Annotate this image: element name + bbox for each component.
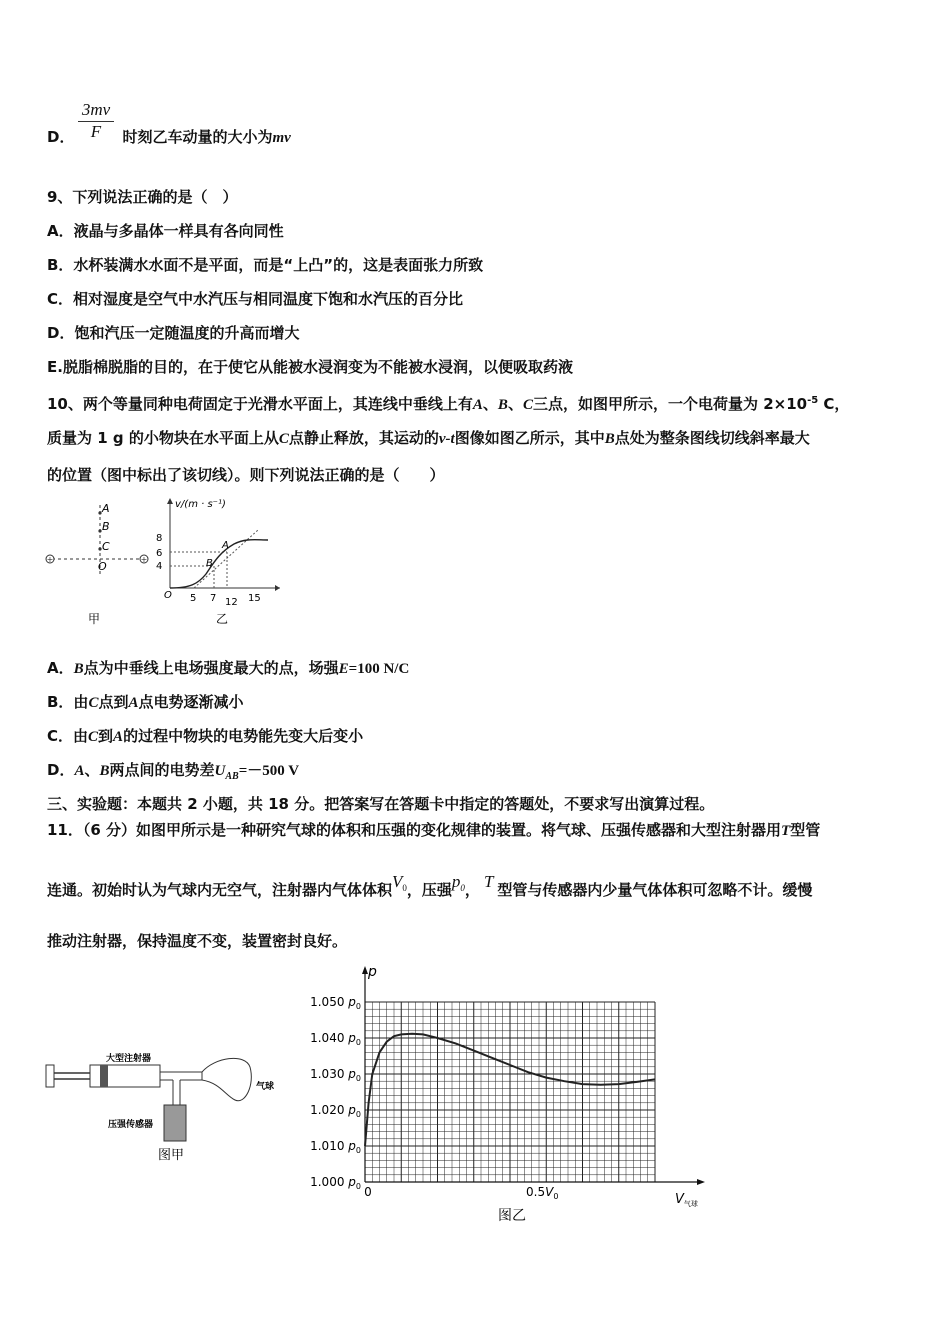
syringe-piston-icon xyxy=(100,1065,108,1087)
q9-option-e: E.脱脂棉脱脂的目的，在于使它从能被水浸润变为不能被水浸润，以便吸取药液 xyxy=(47,358,573,376)
q10-option-c: C．由C到A的过程中物块的电势能先变大后变小 xyxy=(47,727,364,745)
q10-stem-line1: 10、两个等量同种电荷固定于光滑水平面上，其连线中垂线上有A、B、C三点，如图甲所示，一个电荷量为 $2\times 10^{-5}$ C， xyxy=(47,395,850,413)
q10-figure-jia xyxy=(40,495,163,630)
q9-option-a: A．液晶与多晶体一样具有各向同性 xyxy=(47,222,284,240)
y-axis-label: v/(m · s⁻¹) xyxy=(175,499,226,510)
label-a: A xyxy=(102,502,110,515)
xtick-label: $0.5V_0$ xyxy=(526,1185,559,1201)
chart-xticks xyxy=(364,1185,558,1201)
q10-figure-yi xyxy=(150,490,290,630)
ytick-8: 8 xyxy=(156,533,163,544)
ytick-label: 1.050 $p_0$ xyxy=(310,995,361,1011)
chart-caption: 图乙 xyxy=(498,1208,526,1224)
section-3-header: 三、实验题：本题共 2 小题，共 18 分。把答案写在答题卡中指定的答题处，不要求写出演算过程。 xyxy=(47,795,715,813)
xtick-12: 12 xyxy=(225,597,238,608)
chart-grid xyxy=(365,1002,655,1182)
balloon-icon xyxy=(202,1058,251,1100)
q10-stem-line2: 质量为 1 g 的小物块在水平面上从C点静止释放，其运动的v-t图像如图乙所示，其中B点处为整条图线切线斜率最大 xyxy=(47,429,810,447)
q9-option-b: B．水杯装满水水面不是平面，而是“上凸”的，这是表面张力所致 xyxy=(47,256,484,274)
origin-label: O xyxy=(164,590,172,601)
label-c: C xyxy=(102,540,110,553)
svg-text:+: + xyxy=(46,555,54,564)
sensor-label: 压强传感器 xyxy=(108,1120,154,1130)
q11-pv-chart xyxy=(305,960,715,1230)
chart-ylabel: p xyxy=(368,964,377,980)
chart-xlabel: $V_{气球}$ xyxy=(675,1192,698,1208)
tangent-line xyxy=(194,530,258,588)
label-b: B xyxy=(102,520,110,533)
pressure-sensor-icon xyxy=(164,1105,186,1141)
svg-text:+: + xyxy=(140,555,148,564)
caption-yi: 乙 xyxy=(216,612,229,626)
xtick-7: 7 xyxy=(210,593,217,604)
q10-option-d: D．A、B两点间的电势差$U_{AB}=-500$ V xyxy=(47,761,300,782)
chart-axes xyxy=(362,966,705,1185)
plunger-handle-icon xyxy=(46,1065,54,1087)
q10-stem-line3: 的位置（图中标出了该切线）。则下列说法正确的是（ ） xyxy=(47,466,445,484)
xtick-15: 15 xyxy=(248,593,261,604)
q10-option-a: A．B点为中垂线上电场强度最大的点，场强E=100 N/C xyxy=(47,659,410,677)
q8-option-d xyxy=(47,127,291,148)
point-b-label: B xyxy=(206,558,213,569)
q11-stem-line1: 11．（6 分）如图甲所示是一种研究气球的体积和压强的变化规律的装置。将气球、压强传感器和大型注射器用T型管 xyxy=(47,821,821,839)
ytick-6: 6 xyxy=(156,548,163,559)
q11-figure-jia xyxy=(40,1045,290,1170)
ytick-label: 1.040 $p_0$ xyxy=(310,1031,361,1047)
ytick-label: 1.000 $p_0$ xyxy=(310,1175,361,1191)
label-o: O xyxy=(98,560,107,573)
q9-option-c: C．相对湿度是空气中水汽压与相同温度下饱和水汽压的百分比 xyxy=(47,290,464,308)
xtick-5: 5 xyxy=(190,593,197,604)
option-text: 时刻乙车动量的大小为 xyxy=(122,128,273,146)
option-label: D． xyxy=(47,128,75,146)
ytick-4: 4 xyxy=(156,561,163,572)
ytick-label: 1.020 $p_0$ xyxy=(310,1103,361,1119)
q11-stem-line2: 连通。初始时认为气球内无空气，注射器内气体体积$V_0$，压强$p_0$， T 型管与传感器内少量气体体积可忽略不计。缓慢 xyxy=(47,872,813,899)
xtick-label: 0 xyxy=(364,1185,372,1199)
q9-option-d: D．饱和汽压一定随温度的升高而增大 xyxy=(47,324,300,342)
balloon-label: 气球 xyxy=(256,1082,275,1092)
fraction-numerator: 3mv xyxy=(78,100,114,122)
ytick-label: 1.030 $p_0$ xyxy=(310,1067,361,1083)
chart-yticks xyxy=(310,995,361,1191)
point-a-label: A xyxy=(222,540,229,551)
q10-option-b: B．由C点到A点电势逐渐减小 xyxy=(47,693,244,711)
vt-curve xyxy=(170,540,268,588)
q11-stem-line3: 推动注射器，保持温度不变，装置密封良好。 xyxy=(47,932,348,950)
option-var: mv xyxy=(272,130,291,146)
fraction-denominator: F xyxy=(90,122,102,141)
syringe-label: 大型注射器 xyxy=(106,1054,152,1064)
caption-jia-11: 图甲 xyxy=(158,1148,185,1163)
q9-stem: 9、下列说法正确的是（ ） xyxy=(47,188,238,206)
ytick-label: 1.010 $p_0$ xyxy=(310,1139,361,1155)
caption-jia: 甲 xyxy=(88,612,101,626)
x-axis-arrow-icon xyxy=(697,1179,705,1185)
